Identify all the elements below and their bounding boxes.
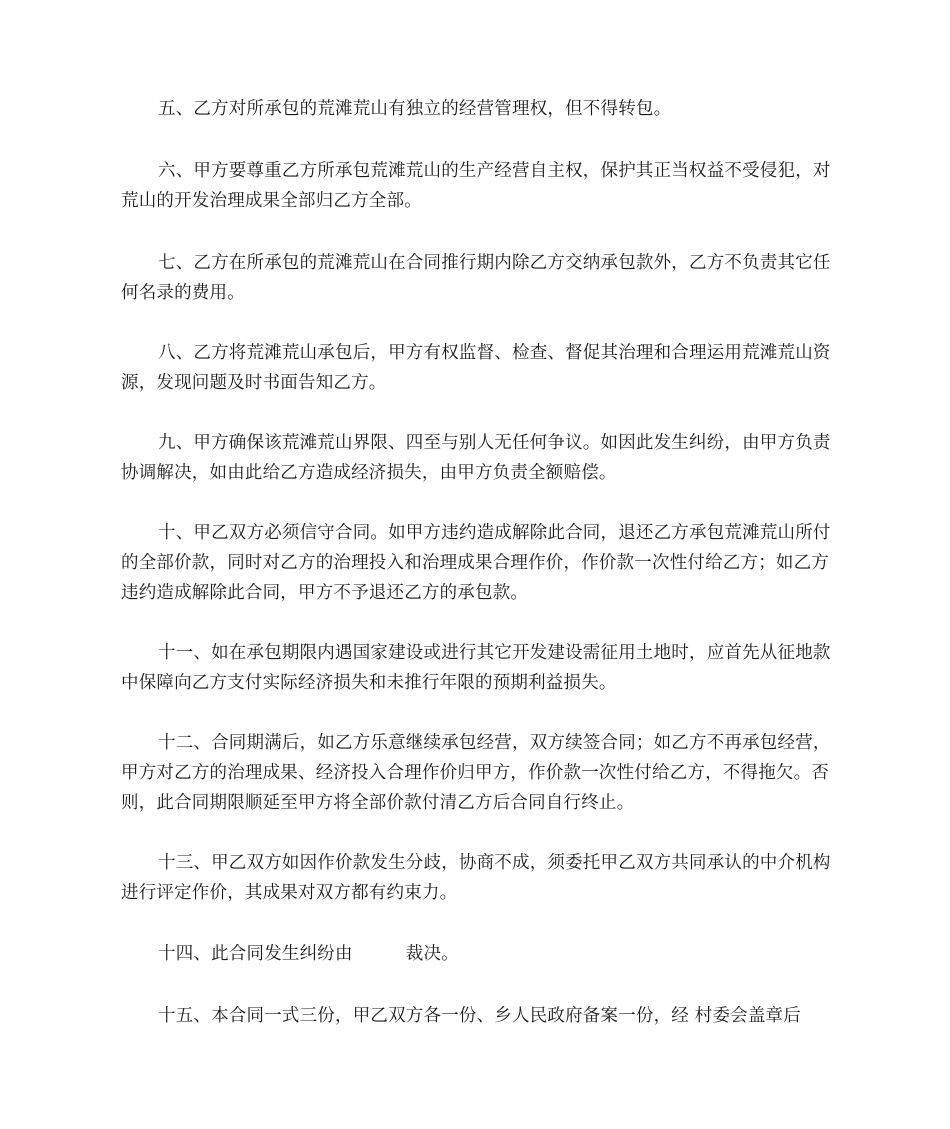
clause-13: 十三、甲乙双方如因作价款发生分歧，协商不成，须委托甲乙双方共同承认的中介机构进行评定作价，其成果对双方都有约束力。 (121, 853, 831, 903)
clause-9: 九、甲方确保该荒滩荒山界限、四至与别人无任何争议。如因此发生纠纷，由甲方负责协调解决，如由此给乙方造成经济损失，由甲方负责全额赔偿。 (121, 433, 831, 483)
clause-14: 十四、此合同发生纠纷由 裁决。 (158, 944, 459, 964)
clause-12: 十二、合同期满后，如乙方乐意继续承包经营，双方续签合同；如乙方不再承包经营，甲方对乙方的治理成果、经济投入合理作价归甲方，作价款一次性付给乙方，不得拖欠。否则，此合同期限顺延至甲方将全部价款付清乙方后合同自行终止。 (121, 733, 831, 813)
clause-8: 八、乙方将荒滩荒山承包后，甲方有权监督、检查、督促其治理和合理运用荒滩荒山资源，发现问题及时书面告知乙方。 (121, 343, 831, 393)
clause-6: 六、甲方要尊重乙方所承包荒滩荒山的生产经营自主权，保护其正当权益不受侵犯，对荒山的开发治理成果全部归乙方全部。 (121, 161, 831, 211)
clause-5: 五、乙方对所承包的荒滩荒山有独立的经营管理权，但不得转包。 (158, 99, 672, 119)
clause-11: 十一、如在承包期限内遇国家建设或进行其它开发建设需征用土地时，应首先从征地款中保障向乙方支付实际经济损失和未推行年限的预期利益损失。 (121, 643, 831, 693)
clause-15: 十五、本合同一式三份，甲乙双方各一份、乡人民政府备案一份，经 村委会盖章后 (158, 1006, 801, 1026)
clause-10: 十、甲乙双方必须信守合同。如甲方违约造成解除此合同，退还乙方承包荒滩荒山所付的全部价款，同时对乙方的治理投入和治理成果合理作价，作价款一次性付给乙方；如乙方违约造成解除此合同，甲方不予退还乙方的承包款。 (121, 523, 831, 603)
clause-7: 七、乙方在所承包的荒滩荒山在合同推行期内除乙方交纳承包款外，乙方不负责其它任何名录的费用。 (121, 253, 831, 303)
